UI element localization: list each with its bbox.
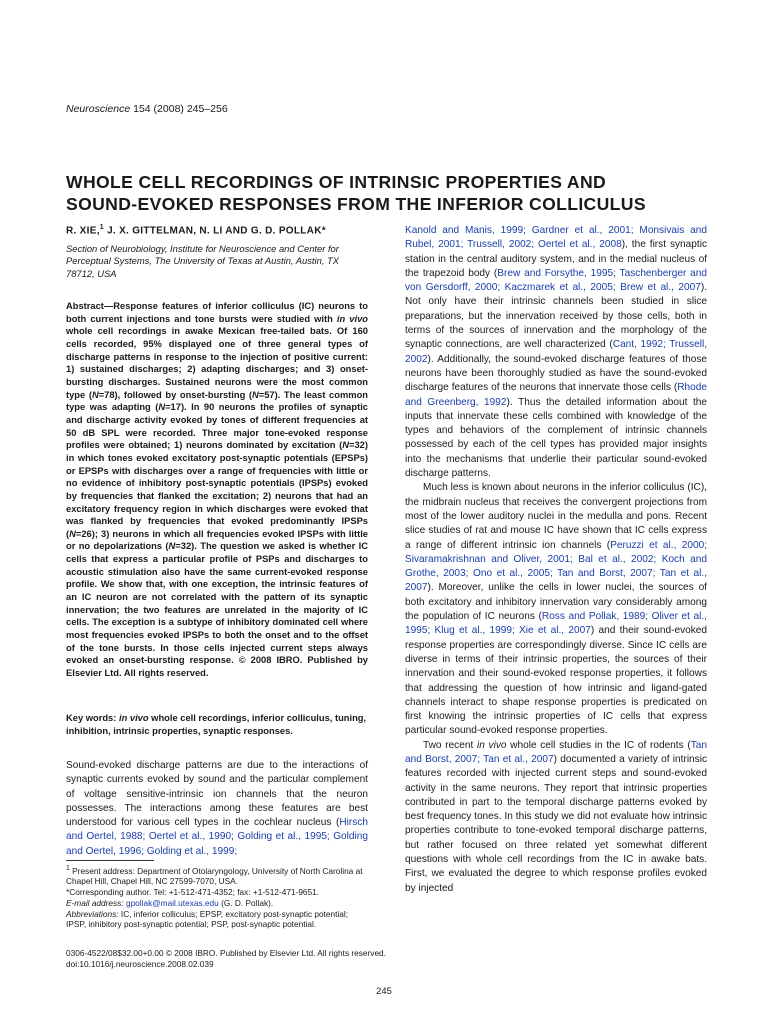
reference-link[interactable]: Hirsch and Oertel, 1988; Oertel et al., 1990; Golding et al., 1995; Golding and Oertel, 1996; Golding et al., 1999; (66, 817, 371, 857)
article-title (66, 171, 706, 215)
abstract-text: Abstract—Response features of inferior colliculus (IC) neurons to both current injections and tone bursts were studied with (66, 301, 371, 324)
body-text: whole cell studies in the IC of rodents ( (506, 739, 691, 751)
reference-link[interactable]: Rhode and Greenberg, 1992 (405, 382, 710, 408)
footnote-text: IC, inferior colliculus; EPSP, excitatory post-synaptic potential; IPSP, inhibitory post-synaptic potential; PSP, post-synaptic potential. (66, 908, 351, 930)
reference-link[interactable]: Kanold and Manis, 1999; Gardner et al., 2001; Monsivais and Rubel, 2001; Trussell, 2002; Oertel et al., 2008 (405, 225, 710, 251)
author-footnote-marker: 1 (99, 224, 104, 231)
keywords-text: whole cell recordings, inferior colliculus, tuning, inhibition, intrinsic properties, synaptic responses. (66, 713, 369, 736)
abstract-n: N (69, 528, 76, 539)
copyright-block (66, 948, 706, 970)
body-text: Two recent (423, 739, 477, 751)
other-authors: J. X. GITTELMAN, N. LI AND G. D. POLLAK* (103, 225, 326, 237)
footnote-present-address (66, 864, 368, 887)
email-link[interactable]: gpollak@mail.utexas.edu (125, 897, 219, 908)
footnote-divider (66, 860, 154, 861)
abstract-text: whole cell recordings in awake Mexican free-tailed bats. Of 160 cells recorded, 95% displayed one of three general types of discharge patterns in response to the injection of positive current: 1) sustained discharges; 2) adapting discharges; and 3) onset-bursting discharges. Sustained neurons were the most common type ( (66, 313, 371, 400)
abstract-text: =32). The question we asked is whether IC cells that express a particular profile of PSPs and discharges to acoustic stimulation also have the same current-evoked response profile. We show that, with one exception, the intrinsic features of an IC neuron are not correlated with the pattern of its synaptic innervation; the two features are unrelated in the majority of IC cells. The exception is a subtype of inhibitory dominated cell where most frequencies evoked IPSPs to both the onset and to the offset of the tone bursts. In those cells injected current steps always evoked an onset-bursting response. © 2008 IBRO. Published by Elsevier Ltd. All rights reserved. (66, 541, 371, 679)
abstract-n: N (342, 440, 350, 451)
abstract-text: =32) in which tones evoked excitatory post-synaptic potentials (EPSPs) or EPSPs with discharges over a range of frequencies with little or no evidence of inhibitory post-synaptic potentials (IPSPs) evoked by frequencies that flanked the excitation; 2) neurons that had an excitatory frequency region in which discharges were evoked that was flanked by frequencies that evoked predominantly IPSPs ( (66, 440, 371, 539)
first-author: R. XIE, (66, 225, 100, 237)
body-text: ). Not only have their intrinsic channels been studied in slice preparations, but the innervation received by those cells, both in terms of the sources of innervation and the morphology of the synaptic connections, are well characterized ( (405, 282, 710, 351)
page-number: 245 (376, 985, 392, 996)
title-line-1: WHOLE CELL RECORDINGS OF INTRINSIC PROPERTIES AND (66, 172, 607, 192)
keywords-emphasis: in vivo (118, 713, 149, 723)
body-text: ). Additionally, the sound-evoked discharge features of those neurons have been thoroughly studied as have the sound-evoked discharge features of the neurons that innervate those cells ( (405, 353, 710, 394)
intro-text: Sound-evoked discharge patterns are due to the interactions of synaptic currents evoked by sound and the particular complement of voltage sensitive-intrinsic ion channels that the neuron possesses. The interactions among these features are best understood for various cell types in the cochlear nucleus ( (66, 760, 371, 828)
keywords-label: Key words: (66, 713, 119, 723)
footnotes (66, 864, 368, 930)
body-text: ). Thus the detailed information about the inputs that innervate these cells combined with knowledge of the types and behaviors of the complement of intrinsic channels possessed by each of the cell types has provided major insights into the mechanisms that underlie their particular sound-evoked discharge patterns. (405, 396, 710, 480)
abbreviations-label: Abbreviations: (66, 908, 119, 919)
body-text: ), the first synaptic station in the central auditory system, and in the medial nucleus of the trapezoid body ( (405, 239, 710, 279)
journal-name: Neuroscience (66, 103, 131, 115)
abstract (66, 300, 371, 680)
footnote-text: Present address: Department of Otolaryngology, University of North Carolina at Chapel Hill, Chapel Hill, NC 27599-7070, USA. (66, 865, 365, 887)
body-paragraph (405, 224, 710, 481)
abstract-n: N (168, 541, 176, 552)
body-paragraph (405, 739, 710, 896)
abstract-n: N (91, 389, 99, 400)
footnote-corresponding: *Corresponding author. Tel: +1-512-471-4352; fax: +1-512-471-9651. (66, 887, 320, 898)
journal-volume-pages: 154 (2008) 245–256 (130, 103, 228, 115)
doi-line: doi:10.1016/j.neuroscience.2008.02.039 (66, 959, 214, 969)
body-text: ) documented a variety of intrinsic features recorded with injected current steps and sound-evoked activity in the same neurons. They report that intrinsic properties contributed in part to the temporal discharge patterns evoked by best frequency tones. In this study we did not evaluate how intrinsic properties contribute to tone-evoked temporal discharge patterns, but rather focused on three related yet somewhat different questions with whole cell recordings from the IC in awake bats. First, we evaluated the degree to which response profiles evoked by injected (405, 753, 710, 894)
copyright-line: 0306-4522/08$32.00+0.00 © 2008 IBRO. Published by Elsevier Ltd. All rights reserved. (66, 948, 386, 958)
reference-link[interactable]: Brew and Forsythe, 1995; Taschenberger and von Gersdorff, 2000; Kaczmarek et al., 2005; Brew et al., 2007 (405, 267, 710, 294)
footnote-abbreviations (66, 909, 368, 930)
abstract-n: N (158, 402, 166, 413)
email-label: E-mail address: (66, 897, 126, 908)
affiliation: Section of Neurobiology, Institute for Neuroscience and Center for Perceptual Systems, The University of Texas at Austin, Austin, TX 78712, USA (66, 243, 340, 279)
body-text: ). Moreover, unlike the cells in lower nuclei, the sources of both excitatory and inhibitory innervation vary considerably among the population of IC neurons ( (405, 582, 710, 623)
abstract-text: =57). The least common type was adapting ( (66, 389, 371, 413)
reference-link[interactable]: Tan and Borst, 2007; Tan et al., 2007 (405, 739, 710, 765)
journal-citation (66, 103, 228, 115)
footnote-text: (G. D. Pollak). (218, 897, 274, 908)
body-paragraph (405, 481, 710, 738)
abstract-text: =17). In 90 neurons the profiles of synaptic and discharge activity evoked by tones of different frequencies at 50 dB SPL were recorded. Three major tone-evoked response profiles were obtained; 1) neurons dominated by excitation ( (66, 402, 371, 451)
reference-link[interactable]: Cant, 1992; Trussell, 2002 (405, 339, 710, 365)
title-line-2: SOUND-EVOKED RESPONSES FROM THE INFERIOR COLLICULUS (66, 194, 646, 214)
body-text: Much less is known about neurons in the inferior colliculus (IC), the midbrain nucleus that receives the convergent projections from most of the lower auditory nuclei in the medulla and pons. Recent slice studies of rat and mouse IC have shown that IC cells express a range of different intrinsic ion channels ( (405, 482, 710, 551)
abstract-n: N (252, 389, 259, 400)
reference-link[interactable]: Ross and Pollak, 1989; Oliver et al., 1995; Klug et al., 1999; Xie et al., 2007 (405, 611, 710, 637)
reference-link[interactable]: Peruzzi et al., 2000; Sivaramakrishnan and Oliver, 2001; Bal et al., 2002; Koch and Grothe, 2003; Ono et al., 2005; Tan and Borst, 2007; Tan et al., 2007 (405, 539, 710, 594)
author-list (66, 224, 326, 236)
body-text: ) and their sound-evoked response properties are correspondingly diverse. Since IC cells are diverse in terms of their intrinsic properties, the sources of their innervation and their sound-evoked response properties, it follows that addressing the question of how intrinsic and ligand-gated channels interact to shape response properties is predicated on first knowing the intrinsic properties of IC cells that express particular sound-evoked response properties. (405, 625, 710, 737)
abstract-text: =26); 3) neurons in which all frequencies evoked IPSPs with little or no depolarizations ( (66, 528, 371, 552)
right-column (405, 224, 710, 896)
abstract-emphasis: in vivo (336, 313, 368, 324)
footnote-email (66, 898, 368, 909)
abstract-text: =78), followed by onset-bursting ( (98, 389, 252, 400)
footnote-marker: 1 (66, 865, 70, 872)
intro-paragraph (66, 759, 371, 859)
body-emphasis: in vivo (476, 739, 507, 751)
keywords (66, 712, 368, 737)
